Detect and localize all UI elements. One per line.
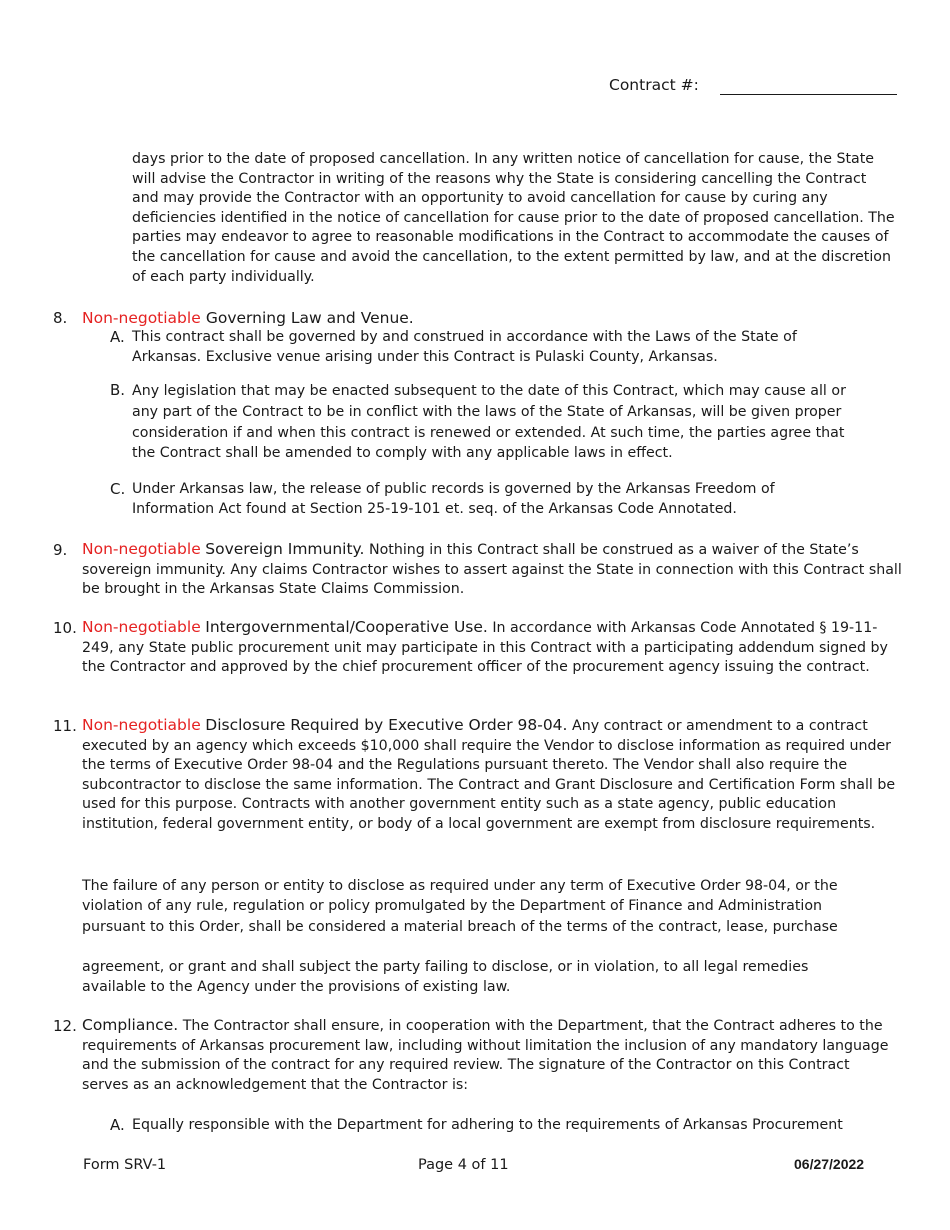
section-12-item-a: Equally responsible with the Department for adhering to the requirements of Arkansas Procurement <box>132 1117 843 1133</box>
section-body: In accordance with Arkansas Code Annotated § 19-11-249, any State public procurement unit may participate in this Contract with a participating addendum signed by the Contractor and approved by the chief procurement officer of the procurement agency issuing the contract. <box>82 620 888 676</box>
section-heading: Intergovernmental/Cooperative Use. <box>205 618 488 636</box>
section-8-item-b: Any legislation that may be enacted subsequent to the date of this Contract, which may cause all or any part of the Contract to be in conflict with the laws of the State of Arkansas, will be given proper consideration if and when this contract is renewed or extended. At such time, the parties agree that the Contract shall be amended to comply with any applicable laws in effect. <box>132 383 846 462</box>
non-negotiable-tag: Non-negotiable <box>82 309 201 327</box>
section-12-paragraph <box>82 1016 900 1095</box>
item-letter: C. <box>110 480 126 498</box>
contract-number-label: Contract #: <box>609 76 699 94</box>
section-body: Nothing in this Contract shall be construed as a waiver of the State’s sovereign immunity. Any claims Contractor wishes to assert against the State in connection with this Contract shall be brought in the Arkansas State Claims Commission. <box>82 542 902 598</box>
section-11-paragraph-2b: agreement, or grant and shall subject the party failing to disclose, or in violation, to all legal remedies available to the Agency under the provisions of existing law. <box>82 959 809 995</box>
section-8-number: 8. <box>53 309 68 327</box>
footer-page-number: Page 4 of 11 <box>418 1157 509 1173</box>
section-heading: Disclosure Required by Executive Order 98-04. <box>205 716 568 734</box>
section-8-item-c: Under Arkansas law, the release of public records is governed by the Arkansas Freedom of Information Act found at Section 25-19-101 et. seq. of the Arkansas Code Annotated. <box>132 481 775 517</box>
contract-number-blank <box>720 94 897 95</box>
section-heading: Compliance. <box>82 1016 179 1034</box>
section-9-number: 9. <box>53 541 68 559</box>
section-heading: Governing Law and Venue. <box>205 309 414 327</box>
section-heading: Sovereign Immunity. <box>205 540 365 558</box>
section-8-heading <box>82 308 902 327</box>
non-negotiable-tag: Non-negotiable <box>82 716 201 734</box>
item-letter: A. <box>110 1116 125 1134</box>
section-body: The Contractor shall ensure, in cooperation with the Department, that the Contract adheres to the requirements of Arkansas procurement law, including without limitation the inclusion of any mandatory language and the submission of the contract for any required review. The signature of the Contractor on this Contract serves as an acknowledgement that the Contractor is: <box>82 1018 889 1093</box>
section-8-item-a: This contract shall be governed by and construed in accordance with the Laws of the State of Arkansas. Exclusive venue arising under this Contract is Pulaski County, Arkansas. <box>132 329 797 365</box>
footer-date: 06/27/2022 <box>794 1156 865 1172</box>
non-negotiable-tag: Non-negotiable <box>82 540 201 558</box>
section-11-paragraph <box>82 716 906 835</box>
non-negotiable-tag: Non-negotiable <box>82 618 201 636</box>
section-11-number: 11. <box>53 717 77 735</box>
section-10-number: 10. <box>53 619 77 637</box>
item-letter: B. <box>110 381 126 399</box>
section-12-number: 12. <box>53 1017 77 1035</box>
section-10-paragraph <box>82 618 900 678</box>
section-9-paragraph <box>82 540 902 600</box>
continuation-paragraph: days prior to the date of proposed cancellation. In any written notice of cancellation for cause, the State will advise the Contractor in writing of the reasons why the State is considering cancelling the Contract and may provide the Contractor with an opportunity to avoid cancellation for cause by curing any deficiencies identified in the notice of cancellation for cause prior to the date of proposed cancellation. The parties may endeavor to agree to reasonable modifications in the Contract to accommodate the causes of the cancellation for cause and avoid the cancellation, to the extent permitted by law, and at the discretion of each party individually. <box>132 151 895 285</box>
section-11-paragraph-2a: The failure of any person or entity to disclose as required under any term of Executive Order 98-04, or the violation of any rule, regulation or policy promulgated by the Department of Finance and Administration pursuant to this Order, shall be considered a material breach of the terms of the contract, lease, purchase <box>82 878 838 935</box>
footer-form-id: Form SRV-1 <box>83 1157 167 1173</box>
item-letter: A. <box>110 328 125 346</box>
section-body: Any contract or amendment to a contract executed by an agency which exceeds $10,000 shall require the Vendor to disclose information as required under the terms of Executive Order 98-04 and the Regulations pursuant thereto. The Vendor shall also require the subcontractor to disclose the same information. The Contract and Grant Disclosure and Certification Form shall be used for this purpose. Contracts with another government entity such as a state agency, public education institution, federal government entity, or body of a local government are exempt from disclosure requirements. <box>82 718 896 832</box>
